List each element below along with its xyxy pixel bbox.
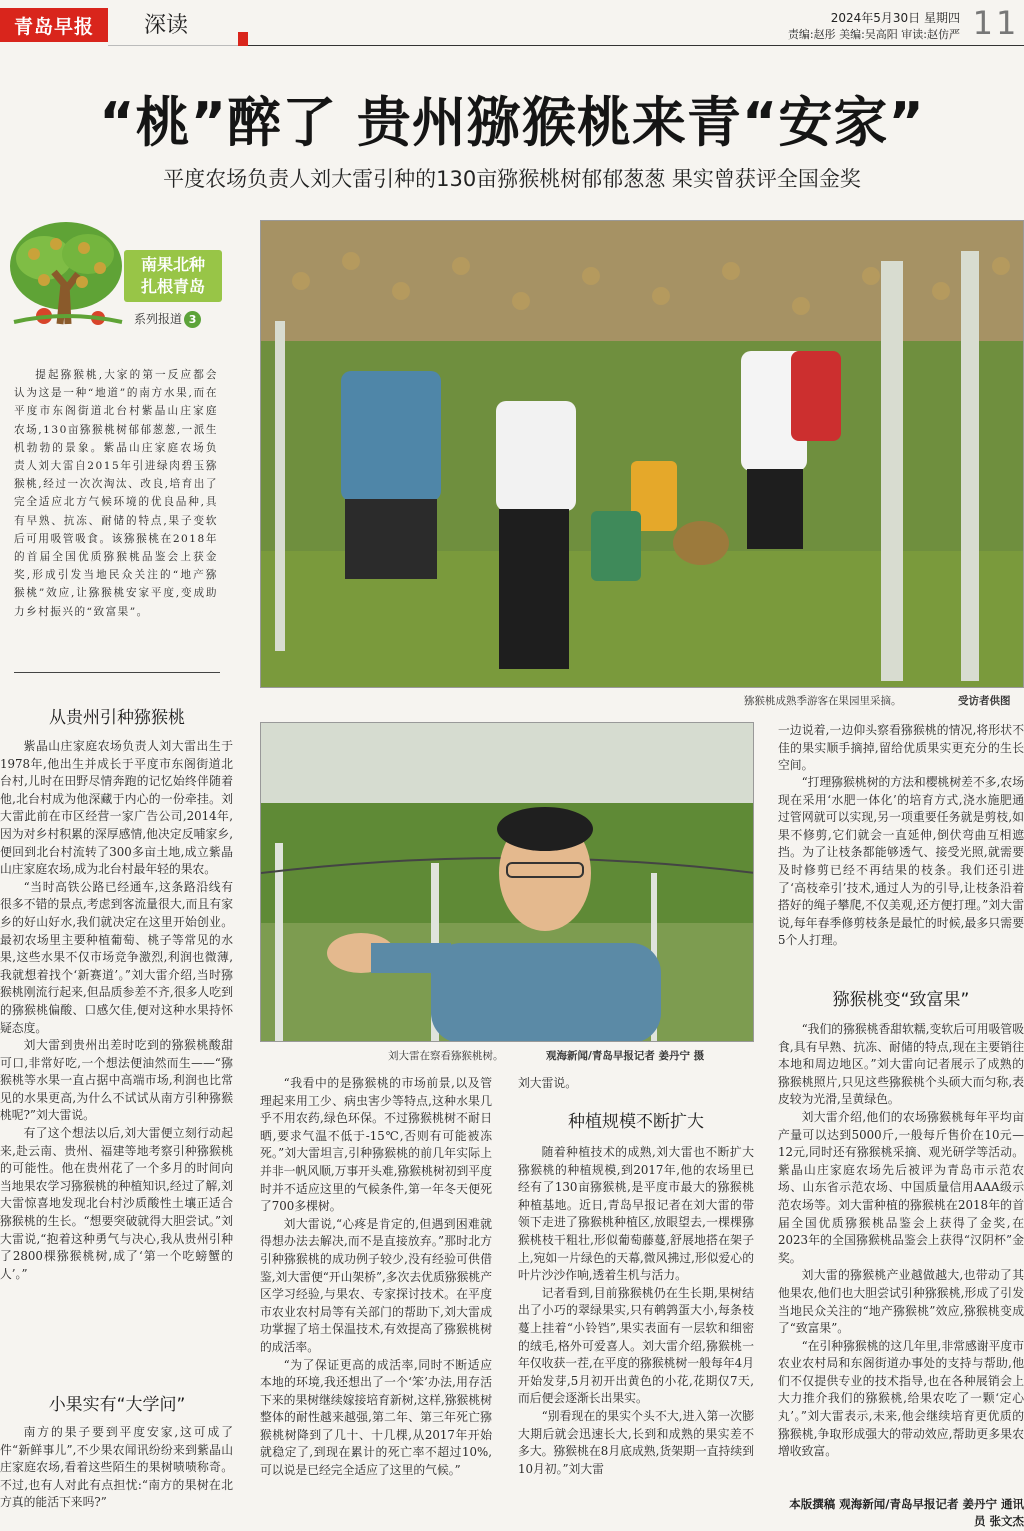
newspaper-logo: 青岛早报 (0, 8, 108, 42)
paragraph: 南方的果子要到平度安家,这可成了件“新鲜事儿”,不少果农闻讯纷纷来到紫晶山庄家庭农场,看着这些陌生的果树啧啧称奇。不过,也有人对此有点担忧:“南方的果树在北方真的能活下来吗?” (0, 1425, 233, 1510)
headline: “桃”醉了 贵州猕猴桃来青“安家” (99, 91, 925, 154)
column-4-a (778, 774, 1024, 950)
section-label: 深读 (108, 2, 248, 46)
paragraph: 刘大雷的猕猴桃产业越做越大,也带动了其他果农,他们也大胆尝试引种猕猴桃,形成了引发当地民众关注的“地产猕猴桃”效应,猕猴桃变成了“致富果”。 (778, 1268, 1024, 1336)
lead-divider (14, 672, 220, 673)
paragraph: “当时高铁公路已经通车,这条路沿线有很多不错的景点,考虑到客流量很大,而且有家乡的好山好水,我们就决定在这里开始创业。最初农场里主要种植葡萄、桃子等常见的水果,这些水果不仅市场竞争激烈,利润也微薄,我就想着找个‘新赛道’。”刘大雷介绍,当时猕猴桃刚流行起来,但品质参差不齐,很多人吃到的猕猴桃偏酸、口感欠佳,便对这种水果持怀疑态度。 (0, 879, 233, 1035)
paragraph: 随着种植技术的成熟,刘大雷也不断扩大猕猴桃的种植规模,到2017年,他的农场里已经有了130亩猕猴桃,是平度市最大的猕猴桃种植基地。近日,青岛早报记者在刘大雷的带领下走进了猕猴桃种植区,放眼望去,一棵棵猕猴桃枝干粗壮,形似葡萄藤蔓,舒展地搭在架子上,宛如一片绿色的天幕,微风拂过,形似爱心的叶片沙沙作响,透着生机与活力。 (518, 1145, 754, 1283)
paragraph: 刘大雷说。 (518, 1076, 577, 1090)
paragraph: 记者看到,目前猕猴桃仍在生长期,果树结出了小巧的翠绿果实,只有鹌鹑蛋大小,每条枝蔓上挂着“小铃铛”,果实表面有一层软和细密的绒毛,格外可爱喜人。刘大雷介绍,猕猴桃一年仅收获一茬,在平度的猕猴桃树一般每年4月开始发芽,5月初开出黄色的小花,花期仅7天,而后便会逐渐长出果实。 (518, 1285, 754, 1406)
paragraph: “打理猕猴桃树的方法和樱桃树差不多,农场现在采用‘水肥一体化’的培育方式,浇水施肥通过管网就可以实现,另一项重要任务就是剪枝,如果不修剪,它们就会一直延伸,倒伏弯曲互相遮挡。为了让枝条都能够透气、接受光照,就需要及时修剪已经不再结果的枝条。我们还引进了‘高枝牵引’技术,通过人为的引导,让枝条沿着搭好的绳子攀爬,不仅美观,还方便打理。”刘大雷说,每年春季修剪枝条是最忙的时候,最多只需要5个人打理。 (778, 775, 1024, 948)
column-4-b (778, 1021, 1024, 1461)
editor-credits: 责编:赵彤 美编:吴高阳 审读:赵仿严 (787, 28, 960, 41)
paragraph: “在引种猕猴桃的这几年里,非常感谢平度市农业农村局和东阁街道办事处的支持与帮助,他们不仅提供专业的技术指导,也在各种展销会上大力推介我们的猕猴桃,给果农吃了一颗‘定心丸’。”刘大雷表示,未来,他会继续培育更优质的猕猴桃,争取形成强大的带动效应,帮助更多果农增收致富。 (778, 1338, 1024, 1459)
column-4-top (778, 722, 1024, 775)
photo-farmer-liu-dalei (260, 722, 754, 1042)
masthead-rule (248, 45, 1024, 46)
photo2-credit: 观海新闻/青岛早报记者 姜丹宁 摄 (546, 1050, 705, 1062)
section-heading-1: 从贵州引种猕猴桃 (49, 708, 185, 728)
section-heading-4: 猕猴桃变“致富果” (832, 990, 970, 1010)
paragraph: 刘大雷介绍,他们的农场猕猴桃每年平均亩产量可以达到5000斤,一般每斤售价在10元—12元,同时还有猕猴桃采摘、观光研学等活动。紫晶山庄家庭农场先后被评为青岛市示范农场、山东省示范农场、中国质量信用AAA级示范农场等。刘大雷种植的猕猴桃在2018年的首届全国优质猕猴桃品鉴会上获得了金奖,在2023年的全国猕猴桃品鉴会上获得“汉阴杯”金奖。 (778, 1109, 1024, 1265)
paragraph: 刘大雷到贵州出差时吃到的猕猴桃酸甜可口,非常好吃,一个想法便油然而生——“猕猴桃等水果一直占据中高端市场,利润也比常见的水果更高,为什么不试试从南方引种猕猴桃呢?”刘大雷说。 (0, 1038, 233, 1123)
issue-date: 2024年5月30日 星期四 (830, 11, 960, 25)
photo1-caption: 猕猴桃成熟季游客在果园里采摘。 (744, 695, 902, 707)
byline: 本版撰稿 观海新闻/青岛早报记者 姜丹宁 通讯员 张文杰 (789, 1497, 1024, 1528)
series-title-line-2: 扎根青岛 (140, 277, 205, 296)
series-title-line-1: 南果北种 (140, 255, 205, 274)
paragraph: “别看现在的果实个头不大,进入第一次膨大期后就会迅速长大,长到和成熟的果实差不多大。猕猴桃在8月底成熟,货架期一直持续到10月初。”刘大雷 (518, 1408, 754, 1476)
series-number-badge: 3 (184, 311, 201, 328)
paragraph: “为了保证更高的成活率,同时不断适应本地的环境,我还想出了一个‘笨’办法,用存活下来的果树继续嫁接培育新树,这样,猕猴桃树整体的耐性越来越强,第二年、第三年死亡猕猴桃树降到了几十、十几棵,从2017年开始就稳定了,到现在累计的死亡率不超过10%,可以说是已经完全适应了这里的气候。” (260, 1357, 492, 1478)
series-title (124, 250, 222, 302)
page-number: 11 (972, 4, 1020, 42)
paragraph: “我看中的是猕猴桃的市场前景,以及管理起来用工少、病虫害少等特点,这种水果几乎不用农药,绿色环保。不过猕猴桃树不耐日晒,要求气温不低于-15℃,否则有可能被冻死。”刘大雷坦言,引种猕猴桃的前几年实际上并非一帆风顺,万事开头难,猕猴桃树初到平度时并不适应这里的气候条件,第一年冬天便死了700多棵树。 (260, 1076, 492, 1214)
column-1-cont (0, 1424, 233, 1512)
column-2 (260, 1075, 492, 1480)
paragraph: 一边说着,一边仰头察看猕猴桃的情况,将形状不佳的果实顺手摘掉,留给优质果实更充分的生长空间。 (778, 723, 1024, 773)
series-label (134, 310, 201, 328)
photo1-credit: 受访者供图 (958, 695, 1011, 707)
section-heading-2: 小果实有“大学问” (48, 1395, 186, 1415)
paragraph: 有了这个想法以后,刘大雷便立刻行动起来,赴云南、贵州、福建等地考察引种猕猴桃的可能性。他在贵州花了一个多月的时间向当地果农学习猕猴桃的种植知识,经过了解,刘大雷惊喜地发现北台村沙质酸性土壤正适合猕猴桃的生长。“想要突破就得大胆尝试。”刘大雷说,“抱着这种勇气与决心,我从贵州引种了2800棵猕猴桃树,成了‘第一个吃螃蟹的人’。” (0, 1126, 233, 1281)
column-3 (518, 1144, 754, 1478)
column-3-top (518, 1075, 754, 1093)
photo2-caption: 刘大雷在察看猕猴桃树。 (388, 1050, 504, 1062)
series-label-text: 系列报道 (134, 312, 183, 326)
paragraph: 紫晶山庄家庭农场负责人刘大雷出生于1978年,他出生并成长于平度市东阁街道北台村,儿时在田野尽情奔跑的记忆始终伴随着他,北台村成为他深藏于内心的一份牵挂。刘大雷此前在市区经营一家广告公司,2014年,因为对乡村积累的深厚感情,他决定反哺家乡,便回到北台村流转了300多亩土地,成立紫晶山庄家庭农场,成为北台村最年轻的果农。 (0, 739, 233, 877)
subheadline: 平度农场负责人刘大雷引种的130亩猕猴桃树郁郁葱葱 果实曾获评全国金奖 (163, 167, 861, 191)
paragraph: “我们的猕猴桃香甜软糯,变软后可用吸管吸食,具有早熟、抗冻、耐储的特点,现在主要销往本地和周边地区。”刘大雷向记者展示了成熟的猕猴桃照片,只见这些猕猴桃个头硕大而匀称,表皮较为光滑,呈黄绿色。 (778, 1022, 1024, 1107)
section-heading-3: 种植规模不断扩大 (568, 1112, 704, 1132)
paragraph: 刘大雷说,“心疼是肯定的,但遇到困难就得想办法去解决,而不是直接放弃。”那时北方引种猕猴桃的成功例子较少,没有经验可供借鉴,刘大雷便“开山架桥”,多次去优质猕猴桃产区学习经验,与果农、专家探讨技术。在平度市农业农村局等有关部门的帮助下,刘大雷成功掌握了培土保温技术,有效提高了猕猴桃树的成活率。 (260, 1216, 492, 1354)
lead-paragraph: 提起猕猴桃,大家的第一反应都会认为这是一种“地道”的南方水果,而在平度市东阁街道北台村紫晶山庄家庭农场,130亩猕猴桃树郁郁葱葱,一派生机勃勃的景象。紫晶山庄家庭农场负责人刘大雷自2015年引进绿肉碧玉猕猴桃,经过一次次淘汰、改良,培育出了完全适应北方气候环境的优良品种,具有早熟、抗冻、耐储的特点,果子变软后可用吸管吸食。该猕猴桃在2018年的首届全国优质猕猴桃品鉴会上获金奖,形成引发当地民众关注的“地产猕猴桃”效应,让猕猴桃安家平度,变成助力乡村振兴的“致富果”。 (14, 369, 218, 618)
column-1 (0, 738, 233, 1283)
kiwi-tree-icon (4, 214, 128, 330)
photo-kiwi-picking (260, 220, 1024, 688)
